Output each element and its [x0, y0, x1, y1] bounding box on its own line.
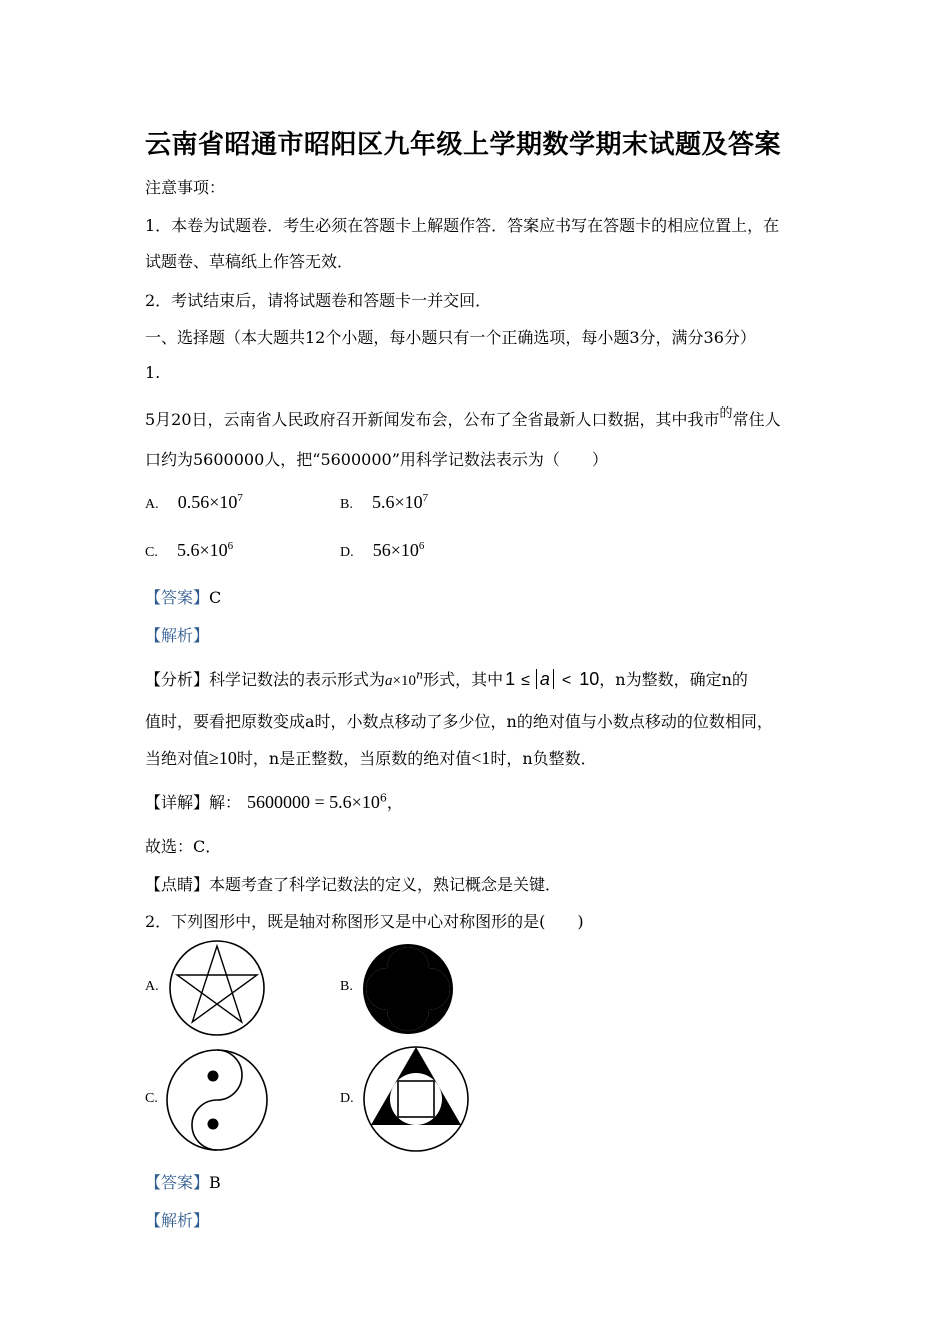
option-a	[145, 492, 243, 513]
ineq-abs-a: a	[536, 669, 554, 689]
page-title: 云南省昭通市昭阳区九年级上学期数学期末试题及答案	[145, 130, 782, 160]
fenxi-text: 当绝对值	[145, 749, 210, 768]
option-c-formula	[177, 540, 233, 560]
question-2-answer	[145, 1170, 221, 1193]
xiangjie-formula: 5600000 = 5.6×10	[247, 792, 380, 812]
fenxi-formula-a: a	[385, 673, 393, 689]
stem-small-char: 的	[719, 406, 733, 421]
notice-item-2: 2．考试结束后，请将试题卷和答题卡一并交回．	[145, 291, 492, 310]
triangle-square-icon	[362, 1045, 470, 1153]
question-1-number: 1.	[145, 363, 161, 382]
answer-value: C	[209, 588, 222, 607]
analysis-tag-2: 【解析】	[145, 1211, 210, 1230]
q2-option-c-label: C.	[145, 1091, 158, 1106]
xiangjie-exp: 6	[379, 791, 387, 805]
xiangjie-comma: ，	[386, 793, 403, 812]
question-1-answer	[145, 585, 221, 608]
fenxi-line-1	[145, 667, 748, 690]
choose-line: 故选：C．	[145, 837, 222, 856]
q2-option-d-label: D.	[340, 1091, 354, 1106]
question-2-stem: 2．下列图形中，既是轴对称图形又是中心对称图形的是( )	[145, 912, 584, 931]
xiangjie-text: 解：	[209, 793, 242, 812]
formula-base: 5.6×10	[371, 492, 423, 512]
stem-text: 5月20日，云南省人民政府召开新闻发布会，公布了全省最新人口数据，其中我市	[145, 410, 720, 429]
formula-base: 56×10	[372, 540, 419, 560]
pentagram-icon	[167, 938, 267, 1038]
formula-exp: 6	[418, 540, 425, 552]
fenxi-ge-ten: ≥10	[209, 748, 237, 768]
formula-exp: 7	[237, 492, 243, 504]
notice-heading: 注意事项：	[145, 178, 226, 197]
option-a-label: A.	[145, 497, 159, 512]
dianjing-line	[145, 872, 561, 895]
option-d-label: D.	[340, 545, 354, 560]
fenxi-text: ，n为整数，确定n的	[599, 670, 748, 689]
notice-item-1-line-2: 试题卷、草稿纸上作答无效．	[145, 252, 354, 271]
option-c-label: C.	[145, 545, 158, 560]
four-petal-icon	[362, 943, 454, 1035]
answer-tag: 【答案】	[145, 1173, 210, 1192]
ineq-ten: 10	[579, 669, 600, 689]
fenxi-text: 时，n负整数．	[490, 749, 597, 768]
ineq-lt: <	[561, 672, 572, 689]
q2-option-b-label: B.	[340, 979, 353, 994]
answer-tag: 【答案】	[145, 588, 210, 607]
fenxi-formula-times: ×10	[392, 673, 416, 689]
fenxi-tag: 【分析】	[145, 670, 210, 689]
fenxi-text: 形式，其中	[423, 670, 504, 689]
question-1-stem-line-1	[145, 407, 781, 430]
dianjing-text: 本题考查了科学记数法的定义，熟记概念是关键．	[209, 875, 562, 894]
fenxi-line-2: 值时，要看把原数变成a时，小数点移动了多少位，n的绝对值与小数点移动的位数相同，	[145, 712, 773, 731]
dianjing-tag: 【点睛】	[145, 875, 210, 894]
option-b-formula	[372, 492, 428, 512]
section-heading: 一、选择题（本大题共12个小题，每小题只有一个正确选项，每小题3分，满分36分）	[145, 328, 756, 347]
answer-value: B	[209, 1173, 221, 1192]
formula-exp: 6	[227, 540, 234, 552]
notice-item-1-line-1: 1．本卷为试题卷．考生必须在答题卡上解题作答．答案应书写在答题卡的相应位置上，在	[145, 216, 780, 235]
analysis-tag: 【解析】	[145, 626, 210, 645]
question-1-stem-line-2: 口约为5600000人，把“5600000”用科学记数法表示为（ ）	[145, 450, 608, 469]
fenxi-text: 时，n是正整数，当原数的绝对值	[236, 749, 472, 768]
fenxi-formula-n: n	[416, 668, 424, 682]
option-b	[340, 492, 428, 513]
yin-yang-icon	[165, 1048, 269, 1152]
fenxi-lt-one: <1	[471, 748, 491, 768]
q2-option-a-label: A.	[145, 979, 159, 994]
option-c	[145, 540, 233, 561]
xiangjie-line	[145, 790, 403, 813]
fenxi-text: 科学记数法的表示形式为	[209, 670, 386, 689]
stem-text: 常住人	[732, 410, 781, 429]
formula-exp: 7	[422, 492, 429, 504]
option-d	[340, 540, 424, 561]
formula-base: 5.6×10	[176, 540, 228, 560]
formula-base: 0.56×10	[177, 492, 238, 512]
ineq-le: ≤	[521, 672, 530, 689]
option-d-formula	[373, 540, 425, 560]
fenxi-line-3	[145, 746, 597, 769]
ineq-one: 1	[505, 669, 516, 689]
option-b-label: B.	[340, 497, 353, 512]
option-a-formula	[178, 492, 243, 512]
xiangjie-tag: 【详解】	[145, 793, 210, 812]
